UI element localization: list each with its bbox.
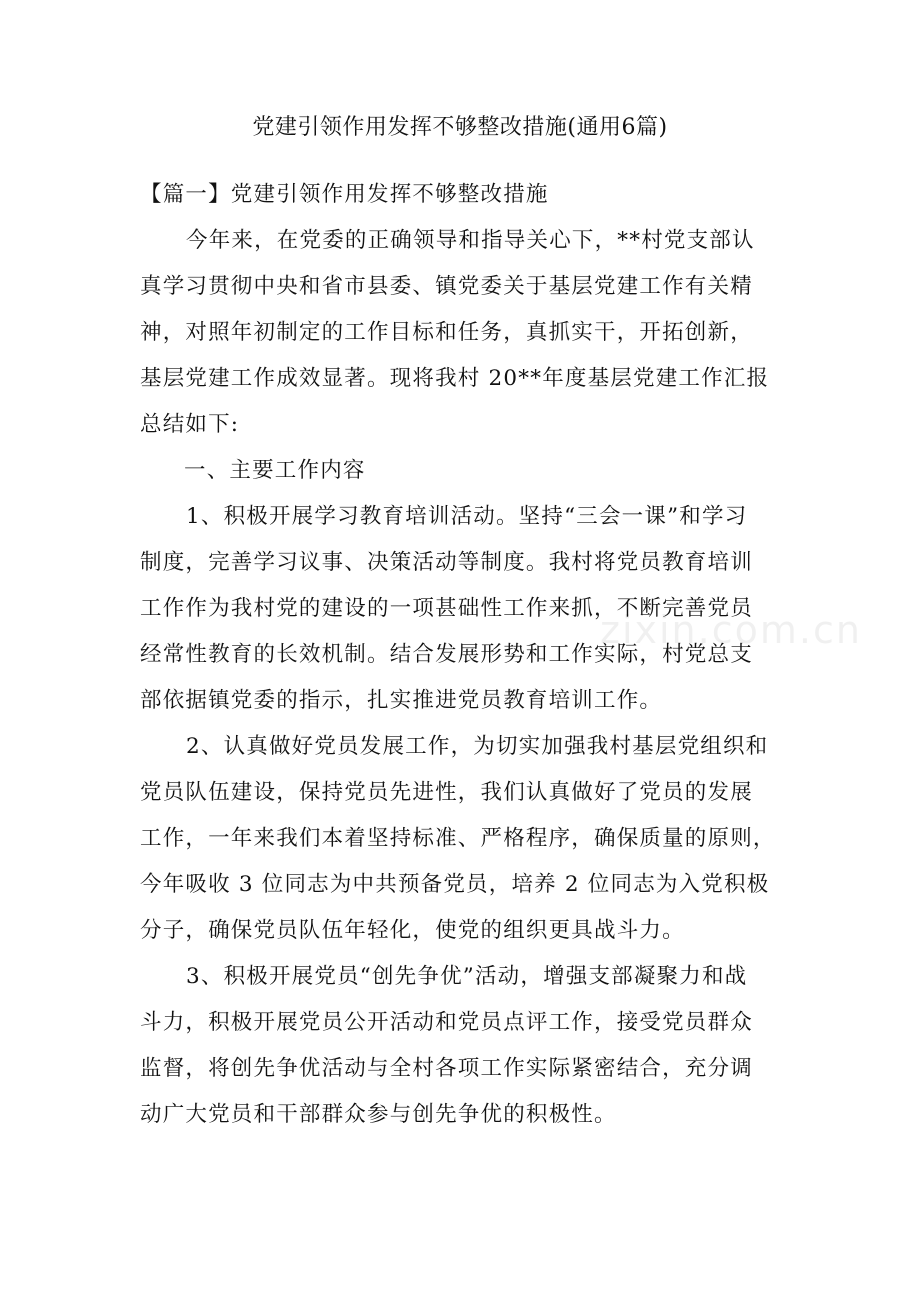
paragraph-line: 1、积极开展学习教育培训活动。坚持“三会一课”和学习: [186, 504, 748, 529]
watermark: zixin.com.cn: [600, 608, 862, 652]
paragraph-line: 动广大党员和干部群众参与创先争优的积极性。: [140, 1102, 617, 1127]
paragraph-line: 分子，确保党员队伍年轻化，使党的组织更具战斗力。: [140, 918, 685, 943]
paragraph-line: 神，对照年初制定的工作目标和任务，真抓实干，开拓创新，: [140, 320, 753, 345]
paragraph-line: 基层党建工作成效显著。现将我村 20**年度基层党建工作汇报: [140, 366, 770, 391]
paragraph-line: 真学习贯彻中央和省市县委、镇党委关于基层党建工作有关精: [140, 274, 753, 299]
section-heading: 【篇一】党建引领作用发挥不够整改措施: [140, 182, 549, 207]
paragraph-line: 部依据镇党委的指示，扎实推进党员教育培训工作。: [140, 688, 663, 713]
paragraph-line: 3、积极开展党员“创先争优”活动，增强支部凝聚力和战: [186, 964, 748, 989]
document-body: [140, 172, 785, 1138]
paragraph-line: 制度，完善学习议事、决策活动等制度。我村将党员教育培训: [140, 550, 753, 575]
paragraph-line: 工作，一年来我们本着坚持标准、严格程序，确保质量的原则，: [140, 826, 776, 851]
paragraph-line: 经常性教育的长效机制。结合发展形势和工作实际，村党总支: [140, 642, 753, 667]
paragraph-line: 今年吸收 3 位同志为中共预备党员，培养 2 位同志为入党积极: [140, 872, 770, 897]
paragraph-line: 党员队伍建设，保持党员先进性，我们认真做好了党员的发展: [140, 780, 753, 805]
subsection-heading: 一、主要工作内容: [184, 458, 366, 483]
paragraph-line: 总结如下:: [140, 412, 240, 437]
paragraph-line: 工作作为我村党的建设的一项甚础性工作来抓，不断完善党员: [140, 596, 753, 621]
paragraph-line: 今年来，在党委的正确领导和指导关心下，**村党支部认: [186, 228, 755, 253]
paragraph-line: 监督，将创先争优活动与全村各项工作实际紧密结合，充分调: [140, 1056, 753, 1081]
document-title: 党建引领作用发挥不够整改措施(通用6篇): [252, 115, 668, 140]
paragraph-line: 2、认真做好党员发展工作，为切实加强我村基层党组织和: [186, 734, 769, 759]
paragraph-line: 斗力，积极开展党员公开活动和党员点评工作，接受党员群众: [140, 1010, 753, 1035]
